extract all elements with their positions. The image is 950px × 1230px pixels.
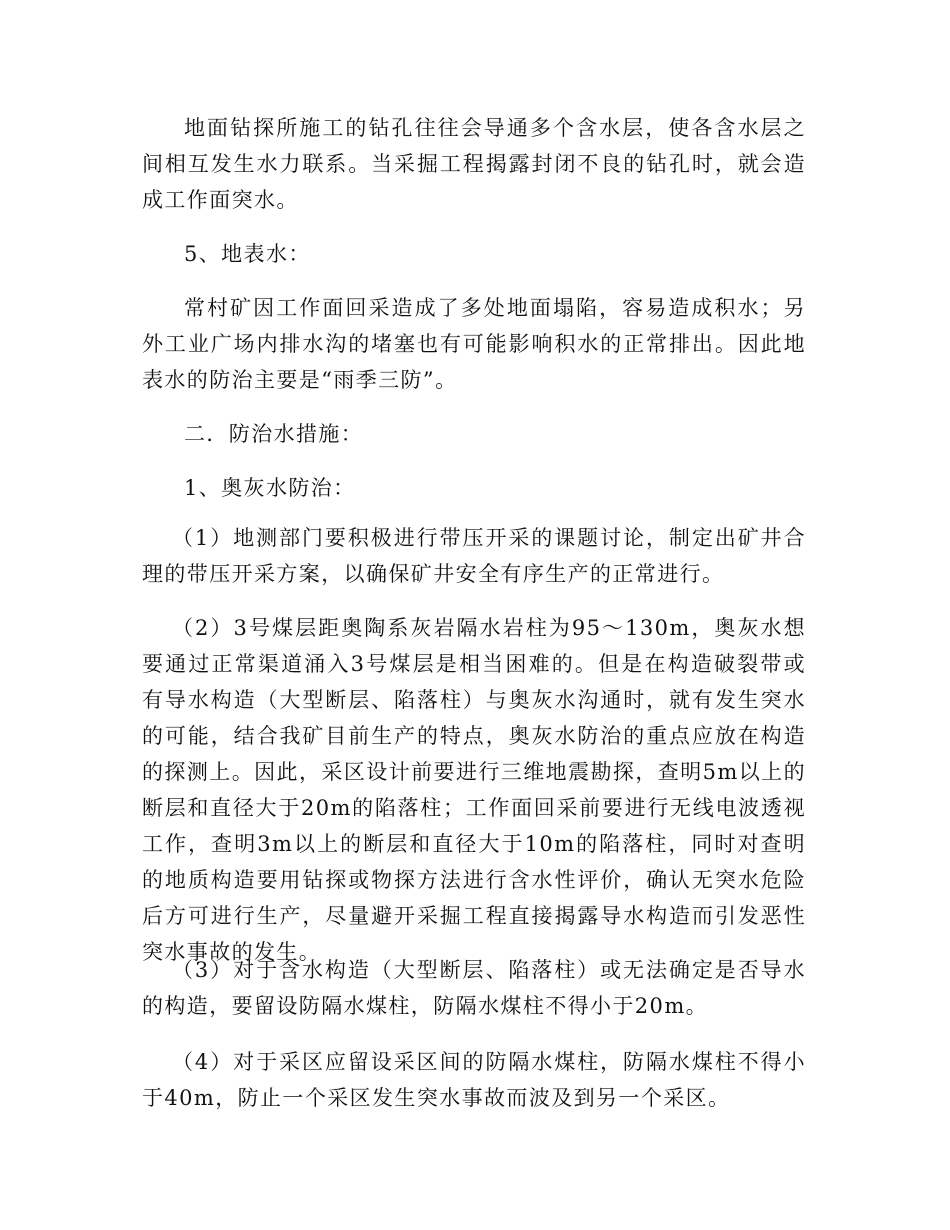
paragraph-item-3: （3）对于含水构造（大型断层、陷落柱）或无法确定是否导水的构造，要留设防隔水煤柱，防隔水煤柱不得小于20m。	[142, 958, 806, 1018]
paragraph-drilling: 地面钻探所施工的钻孔往往会导通多个含水层，使各含水层之间相互发生水力联系。当采掘工程揭露封闭不良的钻孔时，就会造成工作面突水。	[142, 116, 806, 212]
paragraph-surface-water: 常村矿因工作面回采造成了多处地面塌陷，容易造成积水；另外工业广场内排水沟的堵塞也有可能影响积水的正常排出。因此地表水的防治主要是“雨季三防”。	[142, 296, 806, 392]
heading-measures: 二．防治水措施：	[184, 422, 364, 446]
paragraph-item-4: （4）对于采区应留设采区间的防隔水煤柱，防隔水煤柱不得小于40m，防止一个采区发生突水事故而波及到另一个采区。	[142, 1050, 806, 1110]
paragraph-item-2: （2）3号煤层距奥陶系灰岩隔水岩柱为95～130m，奥灰水想要通过正常渠道涌入3号煤层是相当困难的。但是在构造破裂带或有导水构造（大型断层、陷落柱）与奥灰水沟通时，就有发生突水的可能，结合我矿目前生产的特点，奥灰水防治的重点应放在构造的探测上。因此，采区设计前要进行三维地震勘探，查明5m以上的断层和直径大于20m的陷落柱；工作面回采前要进行无线电波透视工作，查明3m以上的断层和直径大于10m的陷落柱，同时对查明的地质构造要用钻探或物探方法进行含水性评价，确认无突水危险后方可进行生产，尽量避开采掘工程直接揭露导水构造而引发恶性突水事故的发生。	[142, 616, 806, 964]
heading-ordovician-water: 1、奥灰水防治：	[184, 476, 356, 500]
paragraph-item-1: （1）地测部门要积极进行带压开采的课题讨论，制定出矿井合理的带压开采方案，以确保矿井安全有序生产的正常进行。	[142, 526, 806, 586]
heading-surface-water: 5、地表水：	[184, 242, 311, 266]
